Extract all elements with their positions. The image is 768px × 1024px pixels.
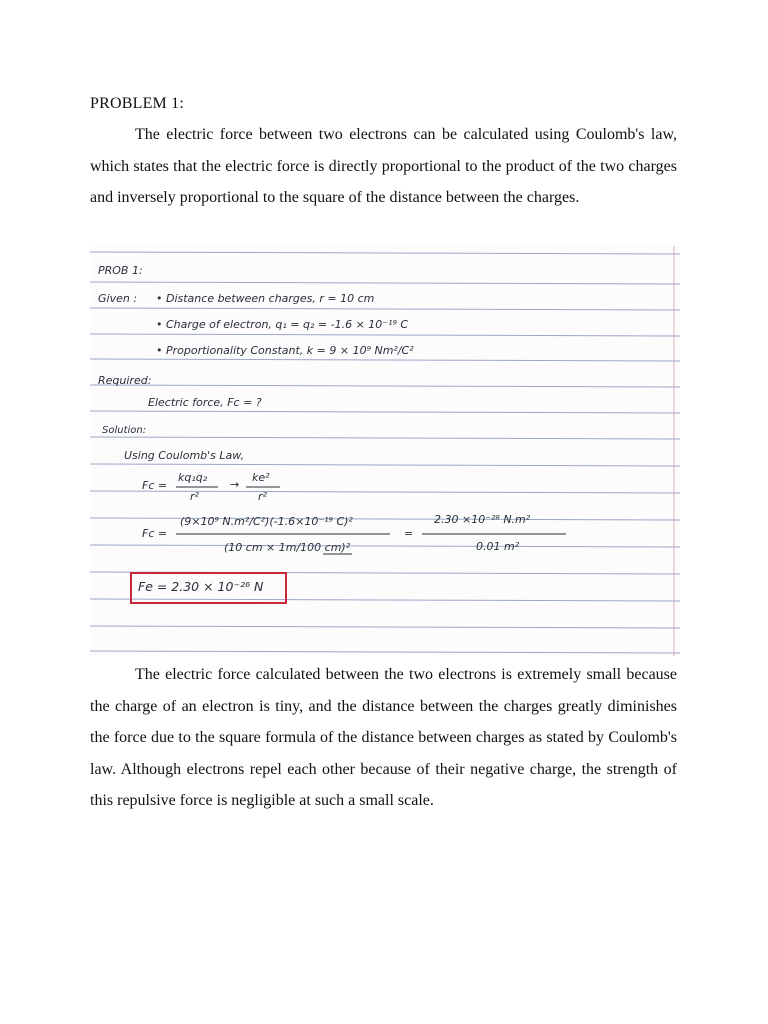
hw-formula-numerator: kq₁q₂ xyxy=(178,471,208,484)
hw-given-label: Given : xyxy=(98,292,138,305)
problem-heading: PROBLEM 1: xyxy=(90,95,185,112)
hw-calc-equals: = xyxy=(404,527,414,540)
hw-prob-label: PROB 1: xyxy=(98,264,143,277)
hw-given-distance: • Distance between charges, r = 10 cm xyxy=(156,292,375,305)
answer-box xyxy=(130,572,287,604)
hw-given-charge: • Charge of electron, q₁ = q₂ = -1.6 × 10⁻¹⁹ C xyxy=(156,318,409,331)
hw-formula-lhs: Fc = xyxy=(142,479,168,492)
hw-required-label: Required: xyxy=(98,374,152,387)
hw-formula-denominator-2: r² xyxy=(258,490,267,503)
hw-calc-denominator-2: 0.01 m² xyxy=(476,540,520,553)
hw-calc-denominator: (10 cm × 1m/100 cm)² xyxy=(224,541,351,554)
hw-using-law: Using Coulomb's Law, xyxy=(124,449,245,462)
handwritten-notebook-image xyxy=(90,246,680,656)
hw-calc-numerator: (9×10⁹ N.m²/C²)(-1.6×10⁻¹⁹ C)² xyxy=(180,515,353,528)
hw-formula-numerator-2: ke² xyxy=(252,471,270,484)
intro-paragraph-text: The electric force between two electrons can be calculated using Coulomb's law, which states that the electric force is directly proportional to the product of the two charges and inversely proportional to the square of the distance between the charges. xyxy=(90,126,677,206)
intro-paragraph xyxy=(90,119,677,214)
conclusion-paragraph-text: The electric force calculated between the two electrons is extremely small because the charge of an electron is tiny, and the distance between the charges greatly diminishes the force due to the square formula of the distance between charges as stated by Coulomb's law. Although electrons repel each other because of their negative charge, the strength of this repulsive force is negligible at such a small scale. xyxy=(90,666,677,809)
hw-calc-numerator-2: 2.30 ×10⁻²⁸ N.m² xyxy=(434,513,531,526)
conclusion-paragraph xyxy=(90,659,677,817)
hw-formula-arrow: → xyxy=(230,478,240,491)
hw-given-constant: • Proportionality Constant, k = 9 × 10⁹ Nm²/C² xyxy=(156,344,414,357)
hw-calc-lhs: Fc = xyxy=(142,527,168,540)
hw-solution-label: Solution: xyxy=(102,425,147,436)
hw-answer: Fe = 2.30 × 10⁻²⁶ N xyxy=(138,579,264,594)
hw-required-item: Electric force, Fc = ? xyxy=(148,396,262,409)
hw-formula-denominator: r² xyxy=(190,490,199,503)
